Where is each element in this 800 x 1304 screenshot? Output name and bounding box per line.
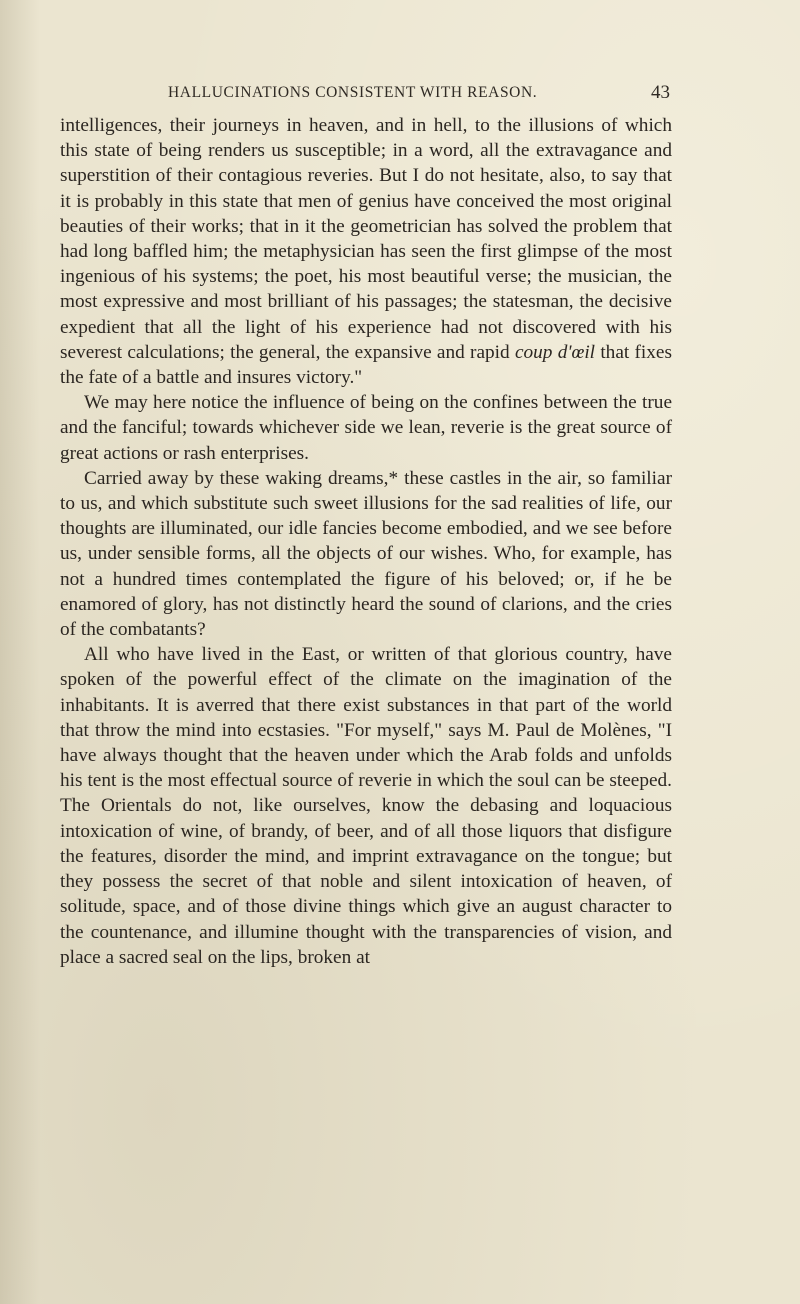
page-header (60, 84, 780, 108)
running-head: HALLUCINATIONS CONSISTENT WITH REASON. (168, 84, 538, 101)
paragraph-1 (60, 113, 672, 390)
body-text (60, 113, 672, 970)
page-edge-shadow (0, 0, 40, 1304)
paragraph-1-text: intelligences, their journeys in heaven, and in hell, to the illusions of which this state of being renders us susceptible; in a word, all the extravagance and superstition of their contagious reveries. But I do not hesitate, also, to say that it is probably in this state that men of genius have conceived the most original beauties of their works; that in it the geometrician has solved the problem that had long baffled him; the metaphysician has seen the first glimpse of the most ingenious of his systems; the poet, his most beautiful verse; the musician, the most expressive and most brilliant of his passages; the statesman, the decisive expedient that all the light of his experience had not discovered with his severest calculations; the general, the expansive and rapid (60, 115, 672, 363)
paragraph-2: We may here notice the influence of being on the confines between the true and the fanciful; towards whichever side we lean, reverie is the great source of great actions or rash enterprises. (60, 392, 672, 464)
page-number: 43 (651, 82, 670, 103)
paragraph-1-tail: that fixes the fate of a battle and insures victory." (60, 341, 672, 389)
paragraph-1-italic: coup d'œil (514, 341, 596, 363)
paragraph-4: All who have lived in the East, or written of that glorious country, have spoken of the powerful effect of the climate on the imagination of the inhabitants. It is averred that there exist substances in that part of the world that throw the mind into ecstasies. "For myself," says M. Paul de Molènes, "I have always thought that the heaven under which the Arab folds and unfolds his tent is the most effectual source of reverie in which the soul can be steeped. The Orientals do not, like ourselves, know the debasing and loquacious intoxication of wine, of brandy, of beer, and of all those liquors that disfigure the features, disorder the mind, and imprint extravagance on the tongue; but they possess the secret of that noble and silent intoxication of heaven, of solitude, space, and of those divine things which give an august character to the countenance, and illumine thought with the transparencies of vision, and place a sacred seal on the lips, broken at (60, 644, 672, 968)
paragraph-3: Carried away by these waking dreams,* these castles in the air, so familiar to us, and which substitute such sweet illusions for the sad realities of life, our thoughts are illuminated, our idle fancies become embodied, and we see before us, under sensible forms, all the objects of our wishes. Who, for example, has not a hundred times contemplated the figure of his beloved; or, if he be enamored of glory, has not distinctly heard the sound of clarions, and the cries of the combatants? (60, 467, 672, 641)
